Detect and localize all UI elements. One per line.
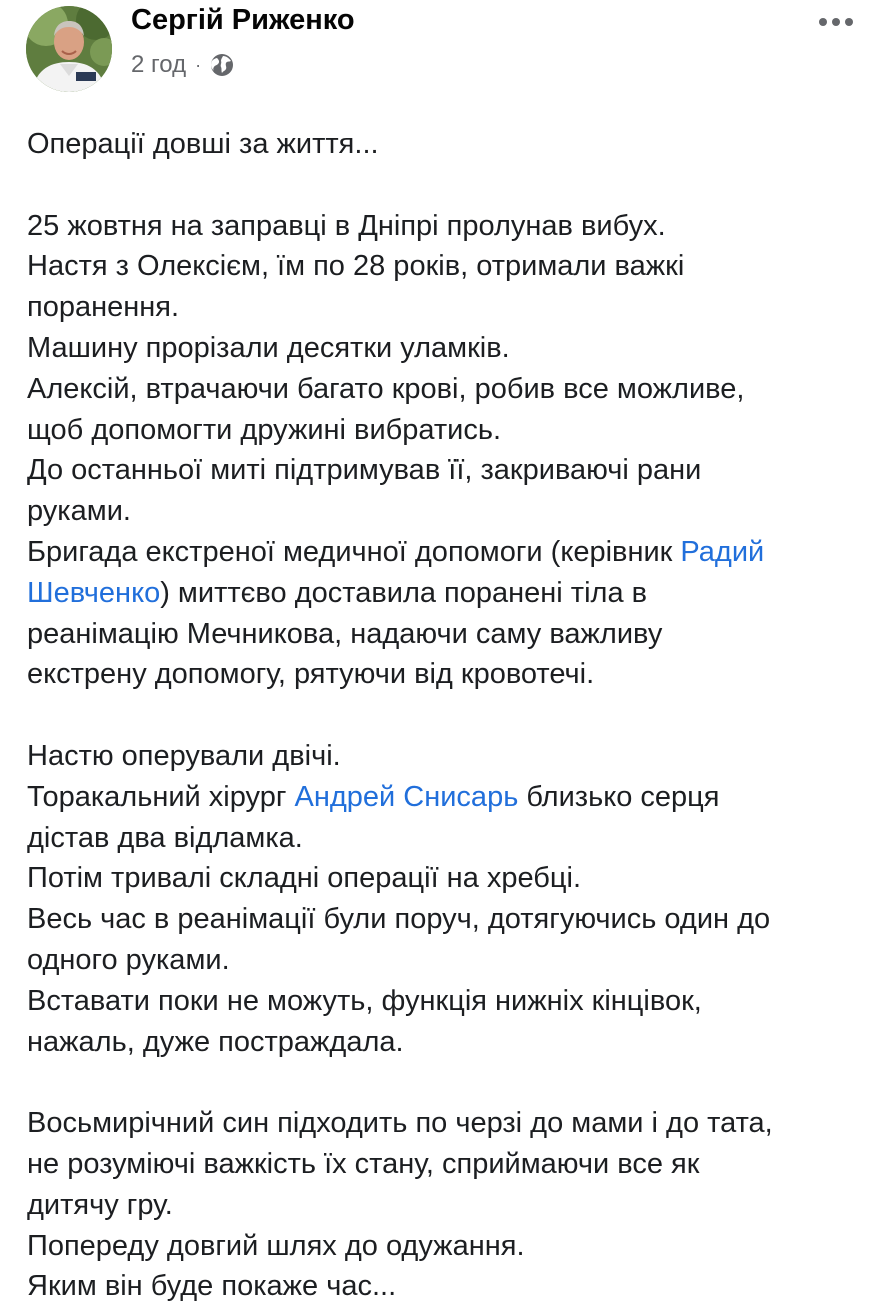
post-line: екстрену допомогу, рятуючи від кровотечі. xyxy=(27,658,595,691)
post-line-text: ) миттєво доставила поранені тіла в xyxy=(160,576,648,609)
post-line: одного руками. xyxy=(27,943,230,976)
post-line xyxy=(27,532,877,573)
post-line: щоб допомогти дружині вибратись. xyxy=(27,413,502,446)
post-text xyxy=(27,124,877,1307)
post-line: До останньої миті підтримував її, закриваючі рани xyxy=(27,454,702,487)
post-line: Потім тривалі складні операції на хребці. xyxy=(27,862,582,895)
post-line: дитячу гру. xyxy=(27,1188,173,1221)
avatar-photo xyxy=(26,6,112,92)
post-line-text: близько серця xyxy=(518,780,720,813)
author-name[interactable]: Сергій Риженко xyxy=(131,4,355,36)
globe-icon[interactable] xyxy=(209,52,235,78)
post-line: Попереду довгий шлях до одужання. xyxy=(27,1229,525,1262)
post-line: Алексій, втрачаючи багато крові, робив все можливе, xyxy=(27,372,745,405)
post-line: руками. xyxy=(27,495,131,528)
post-line: Яким він буде покаже час... xyxy=(27,1270,397,1303)
post-line: Машину прорізали десятки уламків. xyxy=(27,331,510,364)
mention-link-radiy-shevchenko[interactable]: Шевченко xyxy=(27,576,161,609)
post-line: Весь час в реанімації були поруч, дотягуючись один до xyxy=(27,903,771,936)
post-line-text: Торакальний хірург xyxy=(27,780,295,813)
post-time[interactable]: 2 год xyxy=(131,51,187,78)
post-line: Восьмирічний син підходить по черзі до мами і до тата, xyxy=(27,1107,773,1140)
post-line xyxy=(27,777,877,818)
post-line: Вставати поки не можуть, функція нижніх кінцівок, xyxy=(27,984,702,1017)
post-line: реанімацію Мечникова, надаючи саму важливу xyxy=(27,617,663,650)
post-line-text: Бригада екстреної медичної допомоги (керівник xyxy=(27,535,681,568)
post-line: Настя з Олексієм, їм по 28 років, отримали важкі xyxy=(27,250,685,283)
paragraph-gap xyxy=(27,165,877,206)
meta-separator: · xyxy=(195,54,202,75)
post-line xyxy=(27,573,877,614)
post-header xyxy=(0,0,893,100)
post-line: поранення. xyxy=(27,291,180,324)
post-line: нажаль, дуже постраждала. xyxy=(27,1025,404,1058)
mention-link-radiy-shevchenko[interactable]: Радий xyxy=(680,535,765,568)
post-line: 25 жовтня на заправці в Дніпрі пролунав вибух. xyxy=(27,209,666,242)
post-line: Настю оперували двічі. xyxy=(27,739,341,772)
more-horizontal-icon[interactable] xyxy=(812,10,860,34)
post-line: Операції довші за життя... xyxy=(27,128,379,160)
post-meta xyxy=(131,49,235,81)
post-line: дістав два відламка. xyxy=(27,821,303,854)
post-line: не розуміючі важкість їх стану, сприймаючи все як xyxy=(27,1147,700,1180)
avatar[interactable] xyxy=(26,6,112,92)
mention-link-andrey-snisar[interactable]: Андрей Снисарь xyxy=(294,780,519,813)
paragraph-gap xyxy=(27,695,877,736)
paragraph-gap xyxy=(27,1062,877,1103)
